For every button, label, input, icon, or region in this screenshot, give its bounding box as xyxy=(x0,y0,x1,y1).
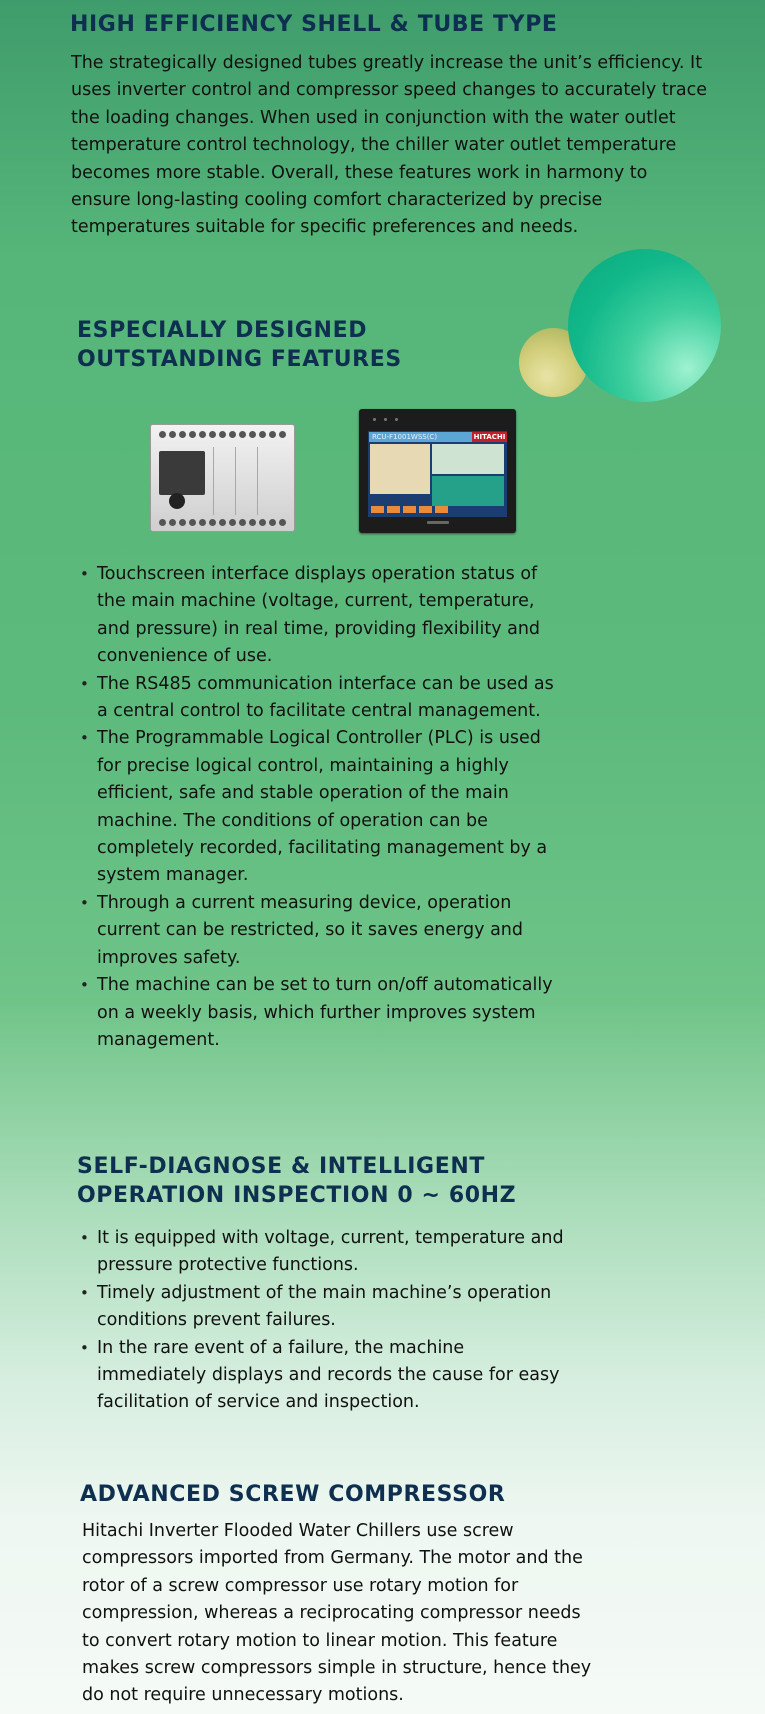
list-item: • The Programmable Logical Controller (PLC) is used for precise logical control, maintaining a highly efficient, safe and stable operation of the main machine. The conditions of operation can be completely recorded, facilitating management by a system manager. xyxy=(82,725,570,889)
list-item: • Through a current measuring device, operation current can be restricted, so it saves energy and improves safety. xyxy=(82,890,570,972)
plc-controller-icon xyxy=(150,418,293,532)
list-item: • In the rare event of a failure, the machine immediately displays and records the cause for easy facilitation of service and inspection. xyxy=(82,1335,570,1417)
section-body-shell-tube: The strategically designed tubes greatly increase the unit’s efficiency. It uses inverter control and compressor speed changes to accurately trace the loading changes. When used in conjunction with the water outlet temperature control technology, the chiller water outlet temperature becomes more stable. Overall, these features work in harmony to ensure long-lasting cooling comfort characterized by precise temperatures suitable for specific preferences and needs. xyxy=(71,53,707,238)
list-item: • The RS485 communication interface can be used as a central control to facilitate central management. xyxy=(82,671,570,726)
section-title-features-line2: OUTSTANDING FEATURES xyxy=(77,347,402,372)
list-item: • It is equipped with voltage, current, temperature and pressure protective functions. xyxy=(82,1225,570,1280)
hmi-screen-title: RCU-F1001WSS(C) xyxy=(369,432,473,442)
list-item: • Touchscreen interface displays operation status of the main machine (voltage, current, temperature, and pressure) in real time, providing flexibility and convenience of use. xyxy=(82,561,570,671)
list-item: • The machine can be set to turn on/off automatically on a weekly basis, which further improves system management. xyxy=(82,972,570,1054)
section-title-compressor: ADVANCED SCREW COMPRESSOR xyxy=(80,1482,506,1507)
section-title-shell-tube: HIGH EFFICIENCY SHELL & TUBE TYPE xyxy=(70,12,558,37)
section-body-compressor: Hitachi Inverter Flooded Water Chillers use screw compressors imported from Germany. The motor and the rotor of a screw compressor use rotary motion for compression, whereas a reciprocating compressor needs to convert rotary motion to linear motion. This feature makes screw compressors simple in structure, hence they do not require unnecessary motions. xyxy=(82,1521,592,1706)
section-title-features xyxy=(77,316,402,374)
section-title-features-line1: ESPECIALLY DESIGNED xyxy=(77,318,368,343)
features-bullet-list xyxy=(82,561,570,1054)
section-title-diagnose-line1: SELF-DIAGNOSE & INTELLIGENT xyxy=(77,1154,485,1179)
diagnose-bullet-list xyxy=(82,1225,570,1417)
list-item: • Timely adjustment of the main machine’s operation conditions prevent failures. xyxy=(82,1280,570,1335)
hmi-brand-label: HITACHI xyxy=(473,433,506,441)
section-title-diagnose-line2: OPERATION INSPECTION 0 ~ 60HZ xyxy=(77,1183,517,1208)
section-title-diagnose xyxy=(77,1152,516,1210)
decorative-large-orb xyxy=(568,249,721,402)
touchscreen-hmi-icon xyxy=(359,409,516,533)
